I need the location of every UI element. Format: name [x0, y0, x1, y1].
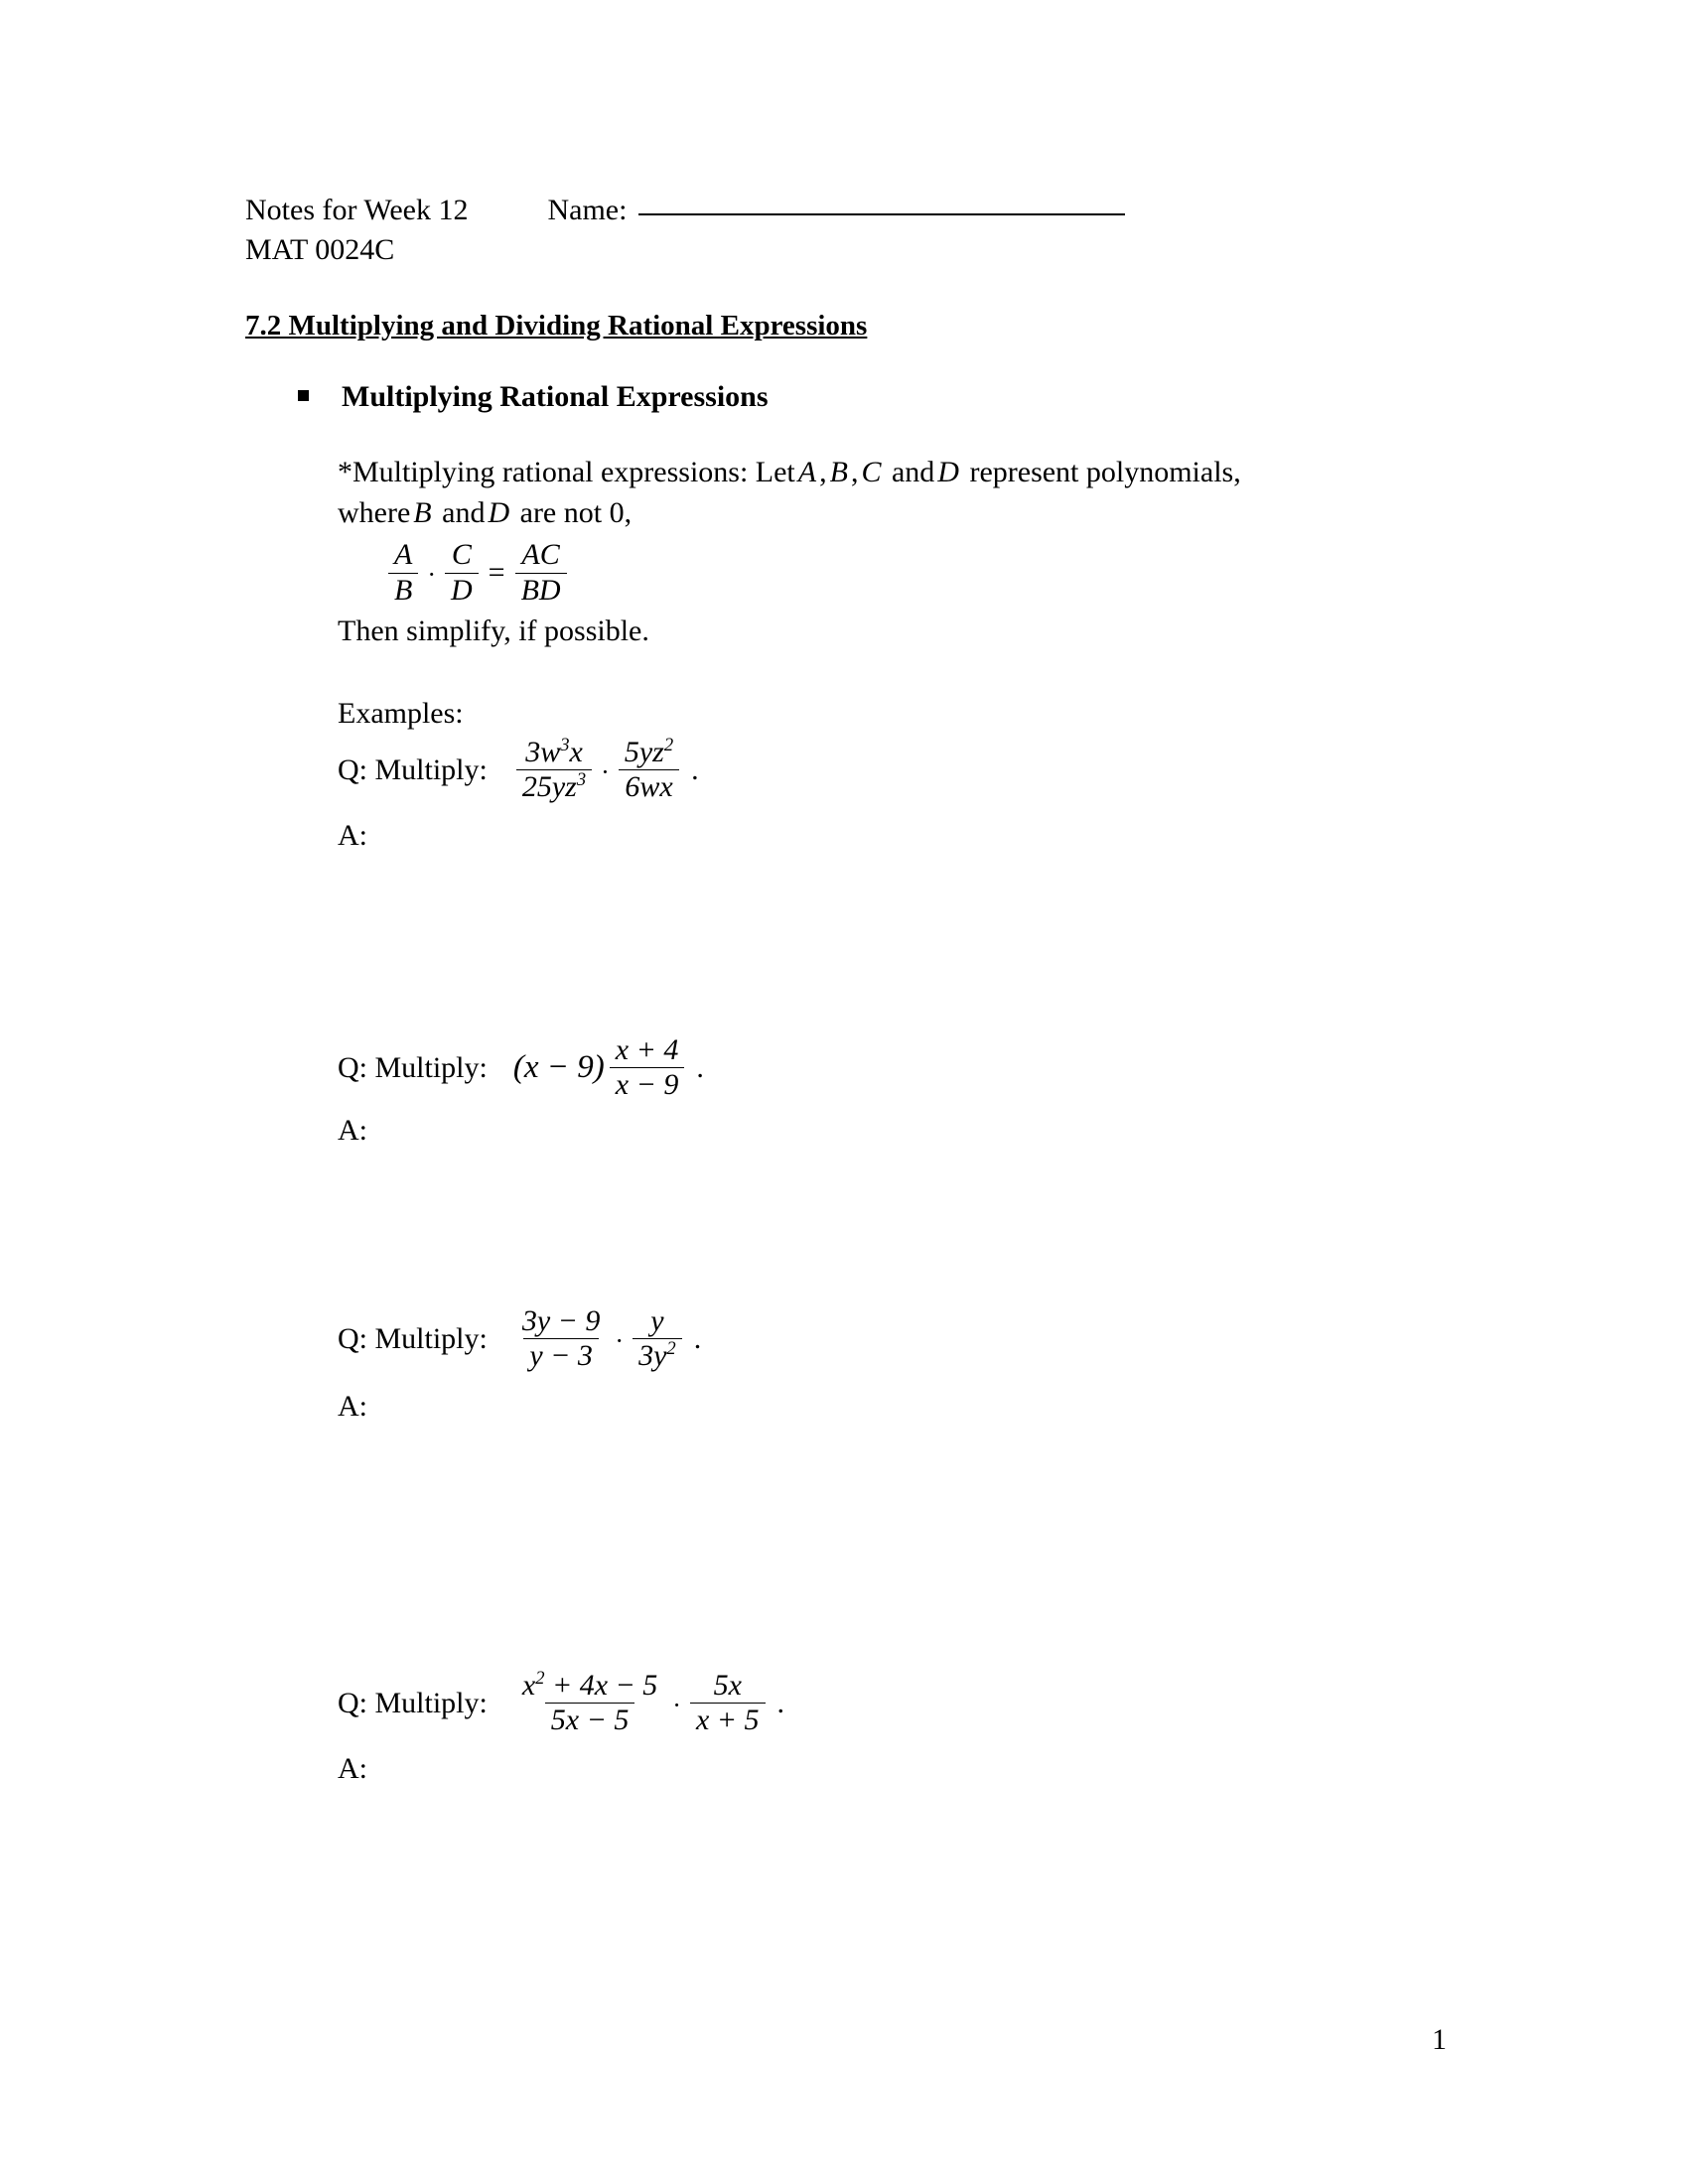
header-top-row [245, 191, 1437, 230]
example-2-expression [513, 1034, 704, 1102]
fraction-numerator: C [451, 538, 472, 572]
num-exponent: 2 [663, 735, 674, 755]
page-number: 1 [1432, 2023, 1447, 2056]
section-heading: 7.2 Multiplying and Dividing Rational Expressions [245, 310, 868, 341]
fraction-denominator: x + 5 [690, 1703, 766, 1736]
example-1-expression [513, 737, 699, 804]
subsection-label: Multiplying Rational Expressions [342, 380, 769, 413]
square-bullet-icon [298, 390, 309, 401]
var-d: D [937, 456, 959, 488]
name-label: Name: [547, 194, 628, 226]
fraction-right [690, 1670, 766, 1737]
comma-1: , [819, 456, 827, 488]
num-base: 5yz [624, 736, 664, 768]
var-c: C [861, 456, 882, 488]
num-base: 3w [525, 736, 561, 768]
sentence-period: . [691, 752, 699, 786]
example-4-answer-label: A: [338, 1752, 367, 1785]
definition-lead: *Multiplying rational expressions: Let [338, 456, 795, 488]
definition-block [338, 452, 1430, 734]
multiplication-operator: · [672, 1690, 681, 1719]
fraction-left [516, 1670, 663, 1737]
notes-title: Notes for Week 12 [245, 194, 469, 226]
multiplication-operator: · [615, 1325, 625, 1355]
example-4-question [338, 1670, 784, 1737]
definition-line-1 [338, 452, 1430, 492]
fraction-numerator: AC [521, 538, 560, 572]
fraction-denominator: 5x − 5 [545, 1703, 635, 1736]
fraction-left [516, 737, 592, 804]
sentence-period: . [776, 1686, 785, 1719]
num-base: x [521, 1669, 536, 1702]
fraction-numerator: y [650, 1304, 664, 1337]
sentence-period: . [693, 1321, 702, 1355]
fraction-denominator: y − 3 [523, 1338, 599, 1372]
var-b-2: B [413, 496, 432, 529]
example-1-question [338, 737, 699, 804]
example-2-question [338, 1034, 704, 1102]
fraction-right [633, 1305, 682, 1373]
definition-line-2 [338, 492, 1430, 533]
fraction-numerator [519, 737, 589, 769]
definition-line2-post: are not 0, [519, 496, 633, 529]
comma-2: , [850, 456, 859, 488]
equals-operator: = [488, 556, 505, 589]
definition-line2-pre: where [338, 496, 411, 529]
multiplication-operator: · [601, 756, 610, 786]
fraction-c-over-d [445, 539, 479, 607]
fraction-numerator: x + 4 [615, 1033, 679, 1066]
fraction-denominator: 6wx [619, 769, 678, 803]
fraction-numerator: A [394, 538, 413, 572]
fraction-right [610, 1034, 685, 1102]
fraction-numerator [619, 737, 679, 769]
multiplication-rule-formula [385, 537, 1430, 609]
num-tail: x [569, 736, 583, 768]
fraction-denominator: BD [515, 573, 567, 607]
fraction-numerator: 3y − 9 [521, 1304, 601, 1337]
name-field-group [547, 191, 1437, 230]
fraction-ac-over-bd [515, 539, 567, 607]
fraction-a-over-b [388, 539, 418, 607]
name-blank-line[interactable] [638, 213, 1125, 215]
fraction-numerator [516, 1670, 663, 1703]
den-base: 25yz [521, 770, 577, 804]
course-code: MAT 0024C [245, 233, 395, 266]
binomial-factor: (x − 9) [512, 1049, 605, 1086]
example-3-question [338, 1305, 701, 1373]
then-simplify-line: Then simplify, if possible. [338, 614, 649, 647]
question-label: Q: Multiply: [338, 752, 488, 786]
fraction-denominator [633, 1338, 682, 1372]
num-exponent: 2 [535, 1668, 545, 1689]
var-d-2: D [488, 496, 510, 529]
example-3-expression [513, 1305, 701, 1373]
den-base: 3y [638, 1339, 667, 1373]
example-4-expression [513, 1670, 784, 1737]
num-exponent: 3 [560, 735, 570, 755]
var-a: A [797, 456, 817, 488]
var-b: B [829, 456, 848, 488]
num-tail: + 4x − 5 [544, 1669, 658, 1702]
definition-and: and [891, 456, 935, 488]
fraction-right [619, 737, 679, 804]
example-2-answer-label: A: [338, 1114, 367, 1147]
subsection-heading [298, 380, 769, 414]
fraction-left [516, 1305, 607, 1373]
fraction-denominator [516, 769, 592, 803]
fraction-numerator: 5x [713, 1669, 742, 1702]
example-3-answer-label: A: [338, 1390, 367, 1423]
document-header [245, 191, 1437, 270]
den-exponent: 2 [666, 1338, 676, 1360]
fraction-denominator: D [445, 573, 479, 607]
fraction-denominator: x − 9 [610, 1067, 685, 1101]
multiplication-operator: · [427, 560, 436, 589]
den-exponent: 3 [576, 769, 587, 791]
question-label: Q: Multiply: [338, 1050, 488, 1084]
definition-line2-and: and [442, 496, 486, 529]
definition-tail: represent polynomials, [969, 456, 1241, 488]
fraction-denominator: B [388, 573, 418, 607]
example-1-answer-label: A: [338, 819, 367, 852]
examples-label: Examples: [338, 697, 464, 730]
question-label: Q: Multiply: [338, 1686, 488, 1719]
sentence-period: . [696, 1050, 704, 1084]
question-label: Q: Multiply: [338, 1321, 488, 1355]
